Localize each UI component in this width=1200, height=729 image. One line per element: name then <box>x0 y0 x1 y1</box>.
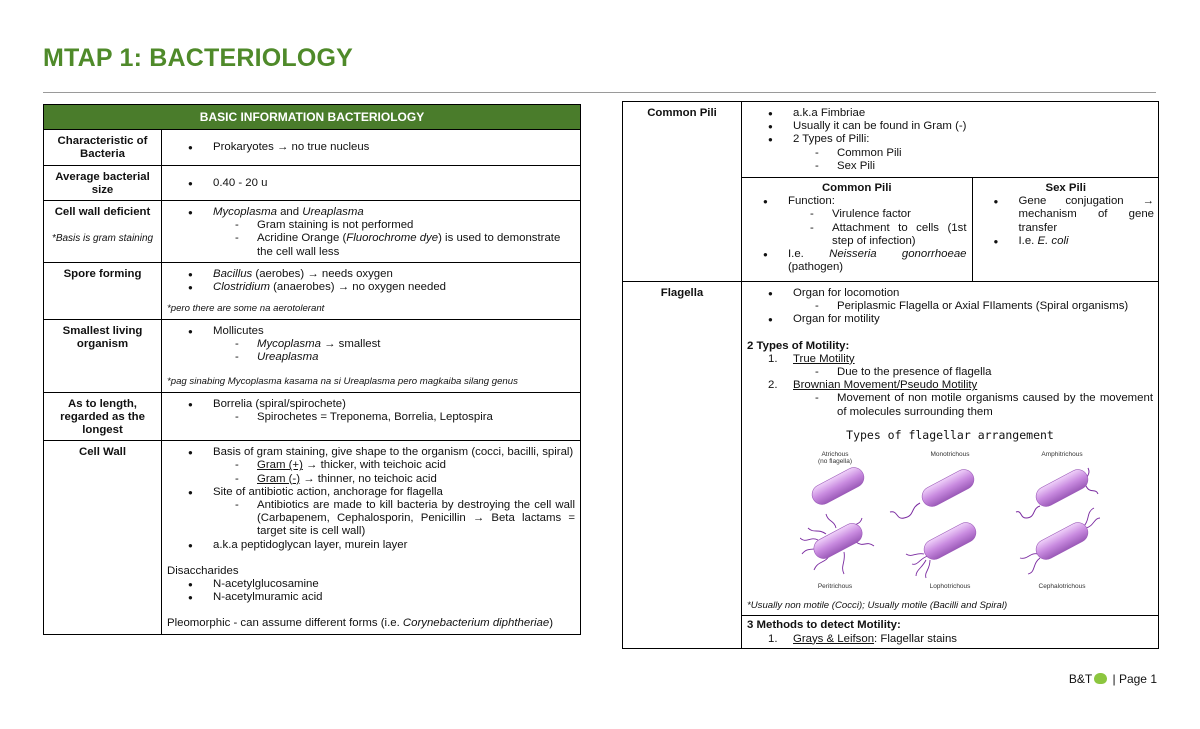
title-divider <box>43 92 1156 93</box>
pili-flagella-table <box>622 101 1159 649</box>
table-row <box>44 441 581 634</box>
fig-label-atrichous: Atrichous <box>821 451 849 459</box>
peritrichous-bacterium <box>800 514 874 574</box>
list-item: ● Function: <box>742 195 967 208</box>
list-item: ● N-acetylglucosamine <box>167 578 575 591</box>
row-label: Flagella <box>623 282 742 649</box>
row-label: Common Pili <box>623 102 742 282</box>
list-item: - Periplasmic Flagella or Axial FIlaments (Spiral organisms) <box>747 300 1153 313</box>
list-item: - Gram staining is not performed <box>167 219 575 232</box>
sex-pili-heading: Sex Pili <box>1045 182 1087 195</box>
list-item: - Virulence factor <box>742 208 967 221</box>
list-item: ● Basis of gram staining, give shape to the organism (cocci, bacilli, spiral) <box>167 446 575 459</box>
disaccharides-heading: Disaccharides <box>167 564 239 577</box>
figure-note: *Usually non motile (Cocci); Usually motile (Bacilli and Spiral) <box>747 600 1008 612</box>
list-item: - Common Pili <box>747 147 1153 160</box>
list-item: 1. Grays & Leifson: Flagellar stains <box>768 632 957 645</box>
list-item: ● Prokaryotes → no true nucleus <box>167 141 575 154</box>
pleomorphic-text: Pleomorphic - can assume different forms (i.e. Corynebacterium diphtheriae) <box>167 617 553 630</box>
list-item: ● Mycoplasma and Ureaplasma <box>167 206 575 219</box>
list-item: ● Organ for motility <box>747 313 1153 326</box>
list-item: ● Borrelia (spiral/spirochete) <box>167 398 575 411</box>
table-row <box>44 201 581 263</box>
fig-label-peritrichous: Peritrichous <box>817 583 853 591</box>
list-item: - Movement of non motile organisms caused by the movement of molecules surrounding them <box>747 392 1153 418</box>
monotrichous-bacterium <box>890 466 977 518</box>
table-row <box>44 392 581 441</box>
table-row <box>44 165 581 200</box>
common-pili-heading: Common Pili <box>821 182 892 195</box>
list-item: - Ureaplasma <box>167 351 575 364</box>
flagellar-arrangement-figure <box>800 448 1100 593</box>
row-note: *Basis is gram staining <box>51 233 154 245</box>
pili-types-table <box>742 177 1159 281</box>
row-note: *pag sinabing Mycoplasma kasama na si Ureaplasma pero magkaiba silang genus <box>167 376 518 388</box>
list-item: ● I.e. E. coli <box>973 235 1155 248</box>
table-row <box>44 319 581 392</box>
methods-heading: 3 Methods to detect Motility: <box>747 619 901 632</box>
table-row <box>623 282 1159 649</box>
fig-label-cephalotrichous: Cephalotrichous <box>1038 583 1086 591</box>
list-item: - Spirochetes = Treponema, Borrelia, Leptospira <box>167 411 575 424</box>
fig-label-amphitrichous: Amphitrichous <box>1041 451 1083 459</box>
list-item: ● Mollicutes <box>167 325 575 338</box>
fig-label-no-flagella: (no flagella) <box>818 458 852 466</box>
table-row <box>44 262 581 319</box>
list-item: ● Usually it can be found in Gram (-) <box>747 120 1153 133</box>
atrichous-bacterium <box>809 464 868 508</box>
fig-label-monotrichous: Monotrichous <box>930 451 970 459</box>
figure-title: Types of flagellar arrangement <box>846 427 1054 442</box>
row-label: Average bacterial size <box>44 165 162 200</box>
row-label: Spore forming <box>44 262 162 319</box>
table-row <box>44 130 581 165</box>
list-item: ● Organ for locomotion <box>747 287 1153 300</box>
row-label: Cell Wall <box>44 441 162 634</box>
basic-info-table <box>43 104 581 635</box>
list-item: ● Clostridium (anaerobes) → no oxygen needed <box>167 281 575 294</box>
row-label: As to length, regarded as the longest <box>44 392 162 441</box>
page-title: MTAP 1: BACTERIOLOGY <box>43 44 354 72</box>
motility-heading: 2 Types of Motility: <box>747 339 850 352</box>
table-row <box>623 102 1159 282</box>
amphitrichous-bacterium <box>1016 466 1098 518</box>
row-label: Cell wall deficient <box>54 206 151 219</box>
list-item: ● a.k.a peptidoglycan layer, murein layer <box>167 539 575 552</box>
list-item: 1. True Motility <box>768 352 855 365</box>
list-item: ● Gene conjugation → mechanism of gene transfer <box>973 195 1155 235</box>
page-footer: B&T | Page 1 <box>1068 672 1157 686</box>
lophotrichous-bacterium <box>906 519 979 578</box>
list-item: - Gram (-) → thinner, no teichoic acid <box>167 473 575 486</box>
list-item: ● Bacillus (aerobes) → needs oxygen <box>167 268 575 281</box>
list-item: 2. Brownian Movement/Pseudo Motility <box>768 379 978 392</box>
fig-label-lophotrichous: Lophotrichous <box>929 583 971 591</box>
list-item: ● N-acetylmuramic acid <box>167 591 575 604</box>
list-item: - Due to the presence of flagella <box>747 366 1153 379</box>
list-item: ● Site of antibiotic action, anchorage for flagella <box>167 486 575 499</box>
list-item: - Sex Pili <box>747 160 1153 173</box>
list-item: - Acridine Orange (Fluorochrome dye) is used to demonstrate the cell wall less <box>167 232 575 258</box>
list-item: ● 0.40 - 20 u <box>167 177 575 190</box>
cephalotrichous-bacterium <box>1020 508 1100 574</box>
list-item: ● I.e. Neisseria gonorrhoeae (pathogen) <box>742 248 967 274</box>
list-item: - Mycoplasma → smallest <box>167 338 575 351</box>
list-item: ● 2 Types of Pilli: <box>747 133 1153 146</box>
list-item: - Attachment to cells (1st step of infection) <box>742 222 967 248</box>
list-item: ● a.k.a Fimbriae <box>747 107 1153 120</box>
list-item: - Gram (+) → thicker, with teichoic acid <box>167 459 575 472</box>
row-note: *pero there are some na aerotolerant <box>167 303 325 315</box>
row-label: Smallest living organism <box>44 319 162 392</box>
table-header: BASIC INFORMATION BACTERIOLOGY <box>44 105 581 130</box>
list-item: - Antibiotics are made to kill bacteria by destroying the cell wall (Carbapenem, Cephalosporin, Penicillin → Beta lactams = target site is cell wall) <box>167 499 575 539</box>
row-label: Characteristic of Bacteria <box>44 130 162 165</box>
frog-emoji-icon <box>1094 673 1107 684</box>
